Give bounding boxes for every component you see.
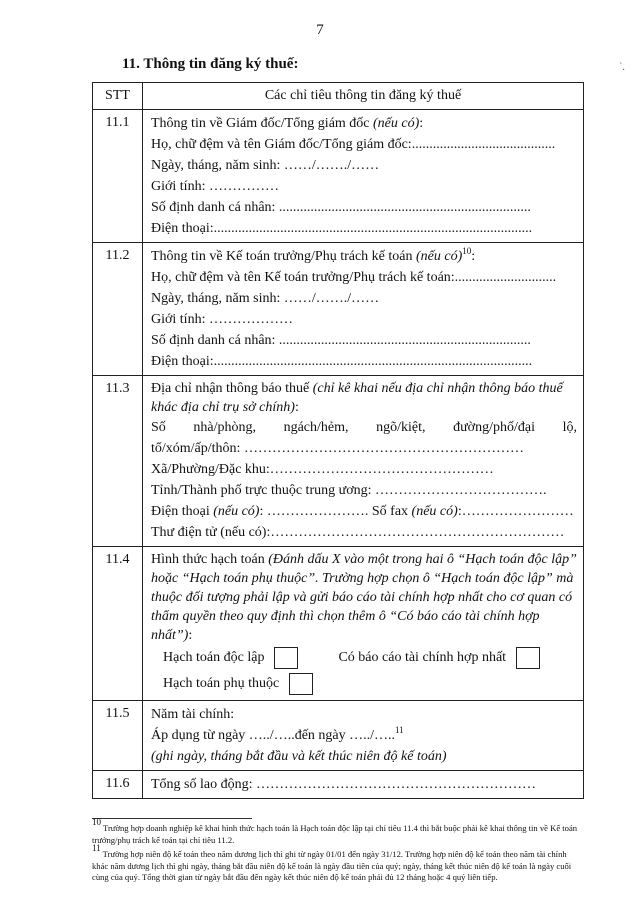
accountant-phone-field[interactable]: Điện thoại:...........................................................................................: [151, 354, 533, 369]
accountant-gender-field[interactable]: Giới tính: ………………: [151, 312, 293, 327]
accountant-id-field[interactable]: Số định danh cá nhân: ........................................................................: [151, 333, 531, 348]
accountant-birthdate-field[interactable]: Ngày, tháng, năm sinh: ……/……./……: [151, 291, 380, 306]
notice-address-cell: [143, 376, 584, 547]
section-title: 11. Thông tin đăng ký thuế:: [122, 56, 299, 72]
fiscal-year-note: (ghi ngày, tháng bắt đầu và kết thúc niên độ kế toán): [151, 749, 447, 764]
table-row: [93, 376, 584, 547]
address-street-field[interactable]: Số nhà/phòng, ngách/hẻm, ngõ/kiệt, đường/phố/đại lộ,: [151, 420, 577, 435]
phone-field[interactable]: Điện thoại (nếu có): ………………….: [151, 504, 369, 519]
tax-registration-table: [92, 82, 584, 799]
row-number: 11.2: [93, 243, 143, 376]
dependent-checkbox[interactable]: [289, 673, 313, 695]
accountant-name-field[interactable]: Họ, chữ đệm và tên Kế toán trưởng/Phụ trách kế toán:.............................: [151, 270, 557, 285]
consolidated-label: Có báo cáo tài chính hợp nhất: [338, 650, 507, 666]
table-row: [93, 243, 584, 376]
accounting-instruction: Hình thức hạch toán (Đánh dấu X vào một trong hai ô “Hạch toán độc lập” hoặc “Hạch toán phụ thuộc”. Trường hợp chọn ô “Hạch toán độc lập” mà thuộc đối tượng phải lập và gửi báo cáo tài chính hợp nhất cho cơ quan có thẩm quyền theo quy định thì chọn thêm ô “Có báo cáo tài chính hợp nhất”):: [151, 552, 577, 643]
option-row: [163, 671, 577, 697]
director-phone-field[interactable]: Điện thoại:...........................................................................................: [151, 221, 533, 236]
option-row: [163, 645, 577, 671]
table-row: [93, 547, 584, 701]
row-number: 11.1: [93, 110, 143, 243]
independent-checkbox[interactable]: [274, 647, 298, 669]
header-content: Các chỉ tiêu thông tin đăng ký thuế: [143, 83, 584, 110]
fiscal-year-cell: [143, 701, 584, 771]
row-title: Thông tin về Giám đốc/Tổng giám đốc (nếu có):: [151, 116, 424, 131]
dependent-label: Hạch toán phụ thuộc: [163, 676, 280, 692]
footnote-ref: 11: [395, 725, 404, 735]
table-row: [93, 771, 584, 799]
director-info-cell: [143, 110, 584, 243]
independent-label: Hạch toán độc lập: [163, 650, 265, 666]
table-header-row: [93, 83, 584, 110]
row-title: Địa chỉ nhận thông báo thuế (chỉ kê khai nếu địa chỉ nhận thông báo thuế khác địa chỉ trụ sở chính):: [151, 381, 563, 415]
labor-count-field[interactable]: Tổng số lao động: ……………………………………………………: [151, 777, 536, 792]
director-birthdate-field[interactable]: Ngày, tháng, năm sinh: ……/……./……: [151, 158, 380, 173]
footnotes: [92, 817, 584, 886]
row-title: Năm tài chính:: [151, 707, 235, 722]
page-number: 7: [316, 22, 324, 38]
stray-mark: `.: [619, 62, 625, 73]
row-number: 11.4: [93, 547, 143, 701]
fax-field[interactable]: Số fax (nếu có):……………………: [371, 504, 574, 519]
labor-count-cell: [143, 771, 584, 799]
email-field[interactable]: Thư điện tử (nếu có):………………………………………………………: [151, 525, 565, 540]
row-number: 11.3: [93, 376, 143, 547]
phone-fax-line: [151, 501, 577, 522]
row-number: 11.5: [93, 701, 143, 771]
row-number: 11.6: [93, 771, 143, 799]
table-row: [93, 701, 584, 771]
header-stt: STT: [93, 83, 143, 110]
row-title: Thông tin về Kế toán trưởng/Phụ trách kế toán (nếu có)$^{10}$:: [151, 246, 476, 264]
footnote-ref: 10: [462, 246, 472, 256]
footnote-divider: [92, 818, 252, 819]
footnote-10: $^{10}$ Trường hợp doanh nghiệp kê khai hình thức hạch toán là Hạch toán độc lập tại chỉ tiêu 11.4 thì bắt buộc phải kê khai thông tin về Kế toán trưởng/phụ trách kế toán tại chỉ tiêu 11.2.: [92, 817, 578, 845]
director-name-field[interactable]: Họ, chữ đệm và tên Giám đốc/Tổng giám đốc:.........................................: [151, 137, 556, 152]
address-province-field[interactable]: Tỉnh/Thành phố trực thuộc trung ương: ……………………………….: [151, 483, 547, 498]
consolidated-checkbox[interactable]: [516, 647, 540, 669]
accountant-info-cell: [143, 243, 584, 376]
director-gender-field[interactable]: Giới tính: ……………: [151, 179, 279, 194]
accounting-method-cell: [143, 547, 584, 701]
director-id-field[interactable]: Số định danh cá nhân: ........................................................................: [151, 200, 531, 215]
address-hamlet-field[interactable]: tổ/xóm/ấp/thôn: ……………………………………………………: [151, 441, 524, 456]
fiscal-period-field[interactable]: Áp dụng từ ngày …../…..đến ngày …../…..$^{11}$: [151, 725, 404, 743]
table-row: [93, 110, 584, 243]
address-ward-field[interactable]: Xã/Phường/Đặc khu:…………………………………………: [151, 462, 494, 477]
footnote-11: $^{11}$ Trường hợp niên độ kế toán theo năm dương lịch thì ghi từ ngày 01/01 đến ngày 31/12. Trường hợp niên độ kế toán theo năm tài chính khác năm dương lịch thì ghi ngày, tháng bắt đầu niên độ kế toán là ngày đầu tiên của quý; ngày, tháng kết thúc niên độ kế toán là ngày cuối cùng của quý. Tổng thời gian từ ngày bắt đầu đến ngày kết thúc niên độ kế toán phải đủ 12 tháng hoặc 4 quý liên tiếp.: [92, 843, 572, 882]
